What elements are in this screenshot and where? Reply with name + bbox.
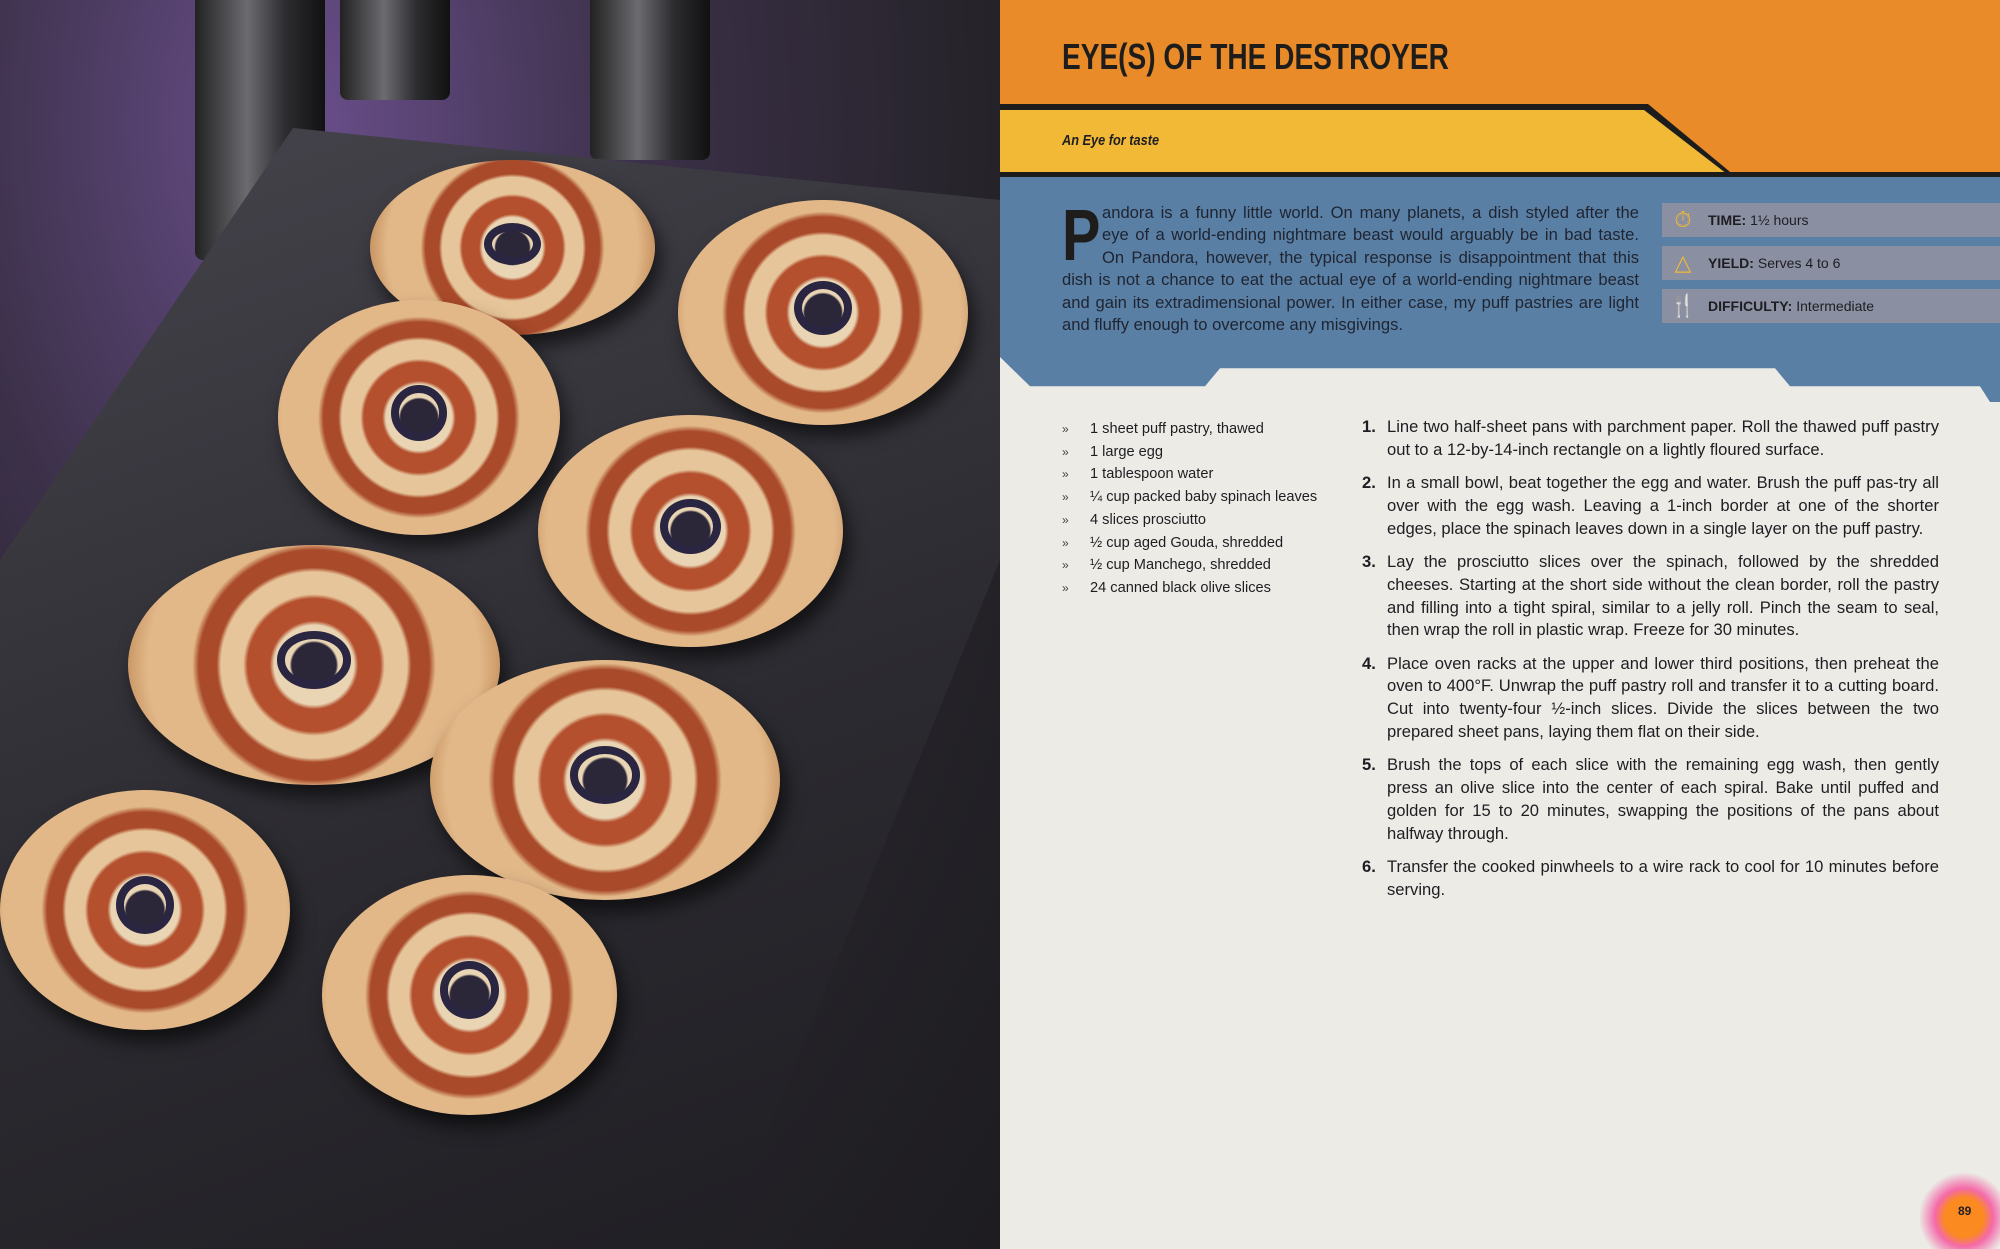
page-number-splash: [1920, 1170, 2000, 1249]
pastry-pinwheel: [278, 300, 560, 535]
step-number: 2.: [1362, 473, 1376, 493]
info-value: Intermediate: [1796, 298, 1875, 314]
divider: [1000, 172, 2000, 177]
ingredient-item: [1062, 532, 1317, 555]
step-list: [1362, 416, 1939, 912]
stopwatch-icon: ⏱: [1674, 207, 1692, 232]
info-time: [1662, 203, 2000, 237]
ingredient-item: [1062, 418, 1317, 441]
ingredient-text: 1 sheet puff pastry, thawed: [1090, 421, 1264, 437]
ingredient-item: [1062, 577, 1317, 600]
ingredient-text: 1 tablespoon water: [1090, 466, 1214, 483]
bullet: »: [1062, 558, 1069, 573]
metal-canister: [590, 0, 710, 160]
info-value: Serves 4 to 6: [1757, 255, 1841, 271]
step-number: 1.: [1362, 417, 1376, 436]
step-text: Place oven racks at the upper and lower third positions, then preheat the oven to 400°F. Unwrap the puff pastry roll and transfer it to a cutting board. Cut into twenty-four ½-inch slices. Divide the slices between the two prepared sheet pans, laying them flat on their side.: [1387, 653, 1939, 742]
step-number: 6.: [1362, 857, 1376, 877]
metal-canister: [340, 0, 450, 100]
step-text: Brush the tops of each slice with the remaining egg wash, then gently press an olive slice into the center of each spiral. Bake until puffed and golden for 15 to 20 minutes, swapping the positions of the pans about halfway through.: [1387, 755, 1939, 843]
step-number: 5.: [1362, 755, 1376, 775]
info-label: DIFFICULTY:: [1708, 298, 1793, 314]
ingredient-text: 1 large egg: [1090, 443, 1164, 460]
step-text: Lay the prosciutto slices over the spinach, followed by the shredded cheeses. Starting at the short side without the clean border, roll the pastry and filling into a tight spiral, similar to a jelly roll. Pinch the seam to seal, then wrap the roll in plastic wrap. Freeze for 30 minutes.: [1387, 551, 1939, 640]
bullet: »: [1062, 467, 1069, 482]
step-item: [1362, 472, 1939, 540]
intro-paragraph: [1062, 196, 1639, 336]
ingredient-text: ½ cup aged Gouda, shredded: [1090, 534, 1284, 551]
recipe-subtitle: An Eye for taste: [1062, 132, 1160, 149]
info-label: TIME:: [1708, 212, 1747, 228]
bullet: »: [1062, 490, 1069, 505]
ingredient-item: [1062, 441, 1317, 464]
step-item: [1362, 551, 1939, 642]
step-item: [1362, 856, 1939, 902]
pastry-pinwheel: [430, 660, 780, 900]
step-text: Transfer the cooked pinwheels to a wire rack to cool for 10 minutes before serving.: [1387, 857, 1939, 899]
bullet: »: [1062, 512, 1069, 527]
recipe-page: [1000, 0, 2000, 1249]
pastry-pinwheel: [0, 790, 290, 1030]
ingredient-text: 24 canned black olive slices: [1090, 579, 1271, 596]
ingredient-item: [1062, 486, 1317, 509]
step-item: [1362, 653, 1939, 744]
info-difficulty: [1662, 289, 2000, 323]
ingredient-item: [1062, 463, 1317, 486]
ingredient-item: [1062, 554, 1317, 577]
step-item: [1362, 416, 1939, 462]
bullet: »: [1062, 444, 1069, 459]
ingredient-text: 4 slices prosciutto: [1090, 511, 1206, 528]
ingredient-item: [1062, 509, 1317, 532]
step-text: In a small bowl, beat together the egg and water. Brush the puff pas-try all over with the egg wash. Leaving a 1-inch border at one of the shorter edges, place the spinach leaves down in a single layer on the puff pastry.: [1387, 473, 1939, 538]
info-label: YIELD:: [1708, 255, 1754, 271]
info-yield: [1662, 246, 2000, 280]
bullet: »: [1062, 422, 1069, 436]
fork-spoon-icon: 🍴: [1669, 293, 1697, 318]
bullet: »: [1062, 535, 1069, 550]
pastry-pinwheel: [678, 200, 968, 425]
recipe-title: EYE(S) OF THE DESTROYER: [1062, 36, 1449, 77]
bullet: »: [1062, 580, 1069, 595]
warning-triangle-icon: △: [1674, 250, 1692, 275]
info-value: 1½ hours: [1750, 212, 1809, 228]
intro-text: andora is a funny little world. On many planets, a dish styled after the eye of a world-ending nightmare beast would arguably be in bad taste. On Pandora, however, the typical response is disappointment that this dish is not a chance to eat the actual eye of a world-ending nightmare beast and gain its extradimensional power. In either case, my puff pastries are light and fluffy enough to overcome any misgivings.: [1062, 203, 1639, 335]
ingredient-text: ½ cup Manchego, shredded: [1090, 557, 1271, 574]
step-text: Line two half-sheet pans with parchment paper. Roll the thawed puff pastry out to a 12-by-14-inch rectangle on a lightly floured surface.: [1387, 417, 1939, 459]
step-number: 4.: [1362, 653, 1376, 673]
ingredient-text: ¼ cup packed baby spinach leaves: [1090, 489, 1318, 506]
pastry-pinwheel: [538, 415, 843, 647]
step-number: 3.: [1362, 551, 1376, 571]
page-number: 89: [1958, 1204, 1972, 1218]
drop-cap: P: [1062, 196, 1101, 276]
pastry-pinwheel: [322, 875, 617, 1115]
ingredient-list: [1062, 418, 1317, 600]
step-item: [1362, 754, 1939, 845]
